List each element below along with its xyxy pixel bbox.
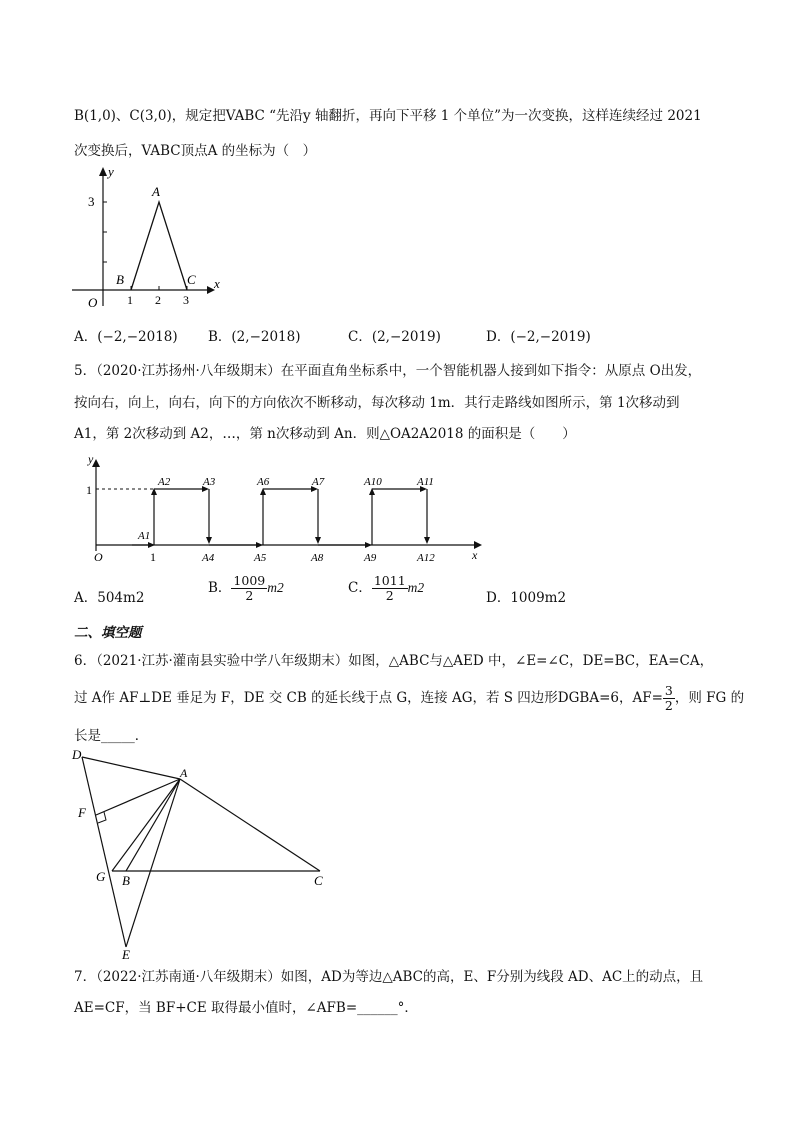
q7-text-line1: 7．（2022·江苏南通·八年级期末）如图，AD为等边△ABC的高，E、F分别为线段 AD、AC上的动点，且 bbox=[74, 969, 704, 985]
q5-text-line3: A1，第 2次移动到 A2，…，第 n次移动到 An．则△OA2A2018 的面积是（ ） bbox=[74, 426, 576, 442]
q6-label-D: D bbox=[72, 747, 82, 762]
q5-option-d[interactable]: D．1009m2 bbox=[486, 590, 567, 606]
q4-option-a[interactable]: A．(−2,−2018) bbox=[74, 329, 178, 345]
q6-text-line2-pre: 过 A作 AF⊥DE 垂足为 F，DE 交 CB 的延长线于点 G，连接 AG，若 S 四边形DGBA=6，AF= bbox=[74, 690, 663, 706]
q5-option-b-unit: m2 bbox=[267, 580, 284, 595]
q4-option-d[interactable]: D．(−2,−2019) bbox=[486, 329, 591, 345]
q4-text-line2: 次变换后，VABC顶点A 的坐标为（ ） bbox=[74, 143, 317, 159]
q5-figure bbox=[84, 452, 494, 570]
q6-label-B: B bbox=[122, 873, 130, 888]
q4-option-c[interactable]: C．(2,−2019) bbox=[348, 329, 441, 345]
q4-figure bbox=[64, 160, 234, 310]
q5-label-A3: A3 bbox=[203, 476, 216, 488]
q4-label-O: O bbox=[88, 295, 98, 310]
q5-label-A11: A11 bbox=[417, 476, 434, 488]
q6-figure bbox=[70, 745, 340, 960]
q4-option-b[interactable]: B．(2,−2018) bbox=[208, 329, 301, 345]
q4-label-A: A bbox=[152, 184, 160, 199]
q5-option-b-label: B． bbox=[208, 580, 232, 596]
q5-option-c-label: C． bbox=[348, 580, 372, 596]
q6-text-line2 bbox=[74, 684, 744, 713]
q5-option-c[interactable] bbox=[348, 574, 424, 603]
q5-label-A2: A2 bbox=[158, 476, 171, 488]
q4-label-y: y bbox=[108, 164, 114, 179]
q5-tick-x1: 1 bbox=[150, 550, 156, 564]
q6-label-A: A bbox=[180, 766, 188, 780]
q5-label-A9: A9 bbox=[364, 552, 377, 564]
q5-label-A10: A10 bbox=[364, 476, 382, 488]
q4-tick-x1: 1 bbox=[127, 293, 133, 307]
q5-label-x: x bbox=[472, 548, 478, 562]
q5-label-y: y bbox=[88, 452, 94, 466]
q4-label-C: C bbox=[187, 272, 196, 287]
q5-label-A4: A4 bbox=[202, 552, 215, 564]
q5-option-a[interactable]: A．504m2 bbox=[74, 590, 145, 606]
q6-label-G: G bbox=[96, 869, 106, 884]
q5-label-A1: A1 bbox=[138, 530, 151, 542]
q6-label-C: C bbox=[314, 873, 323, 888]
q5-label-O: O bbox=[94, 550, 103, 564]
q4-text-line1: B(1,0)、C(3,0)，规定把VABC “先沿y 轴翻折，再向下平移 1 个单位”为一次变换，这样连续经过 2021 bbox=[74, 108, 702, 124]
q6-label-E: E bbox=[122, 947, 130, 962]
q4-tick-y3: 3 bbox=[88, 194, 95, 209]
q4-label-B: B bbox=[116, 272, 124, 287]
q6-text-line2-post: ，则 FG 的 bbox=[674, 690, 745, 706]
q5-option-c-unit: m2 bbox=[407, 580, 425, 595]
q5-option-b[interactable] bbox=[208, 574, 284, 603]
q5-label-A5: A5 bbox=[254, 552, 267, 564]
q5-label-A8: A8 bbox=[311, 552, 324, 564]
q5-tick-y1: 1 bbox=[86, 483, 92, 497]
q6-fraction: $\frac{3}{2}$ bbox=[664, 683, 673, 713]
q4-tick-x2: 2 bbox=[155, 293, 161, 307]
q6-text-line3: 长是_____． bbox=[74, 728, 149, 744]
q4-label-x: x bbox=[214, 276, 220, 291]
q5-text-line2: 按向右，向上，向右，向下的方向依次不断移动，每次移动 1m．其行走路线如图所示，第 1次移动到 bbox=[74, 395, 680, 411]
q6-label-F: F bbox=[78, 805, 86, 820]
section-title: 二、填空题 bbox=[74, 625, 142, 641]
q5-label-A7: A7 bbox=[312, 476, 325, 488]
q5-label-A6: A6 bbox=[257, 476, 270, 488]
q5-option-c-frac: $\frac{1011}{2}$ bbox=[373, 573, 406, 603]
q6-text-line1: 6．（2021·江苏·灌南县实验中学八年级期末）如图，△ABC与△AED 中，∠E=∠C，DE=BC，EA=CA， bbox=[74, 653, 714, 669]
q5-text-line1: 5．（2020·江苏扬州·八年级期末）在平面直角坐标系中，一个智能机器人接到如下指令：从原点 O出发， bbox=[74, 363, 702, 379]
q5-label-A12: A12 bbox=[417, 552, 435, 564]
q4-tick-x3: 3 bbox=[183, 293, 189, 307]
q5-option-b-frac: $\frac{1009}{2}$ bbox=[233, 573, 266, 603]
q7-text-line2: AE=CF，当 BF+CE 取得最小值时，∠AFB=______°． bbox=[74, 1000, 418, 1016]
